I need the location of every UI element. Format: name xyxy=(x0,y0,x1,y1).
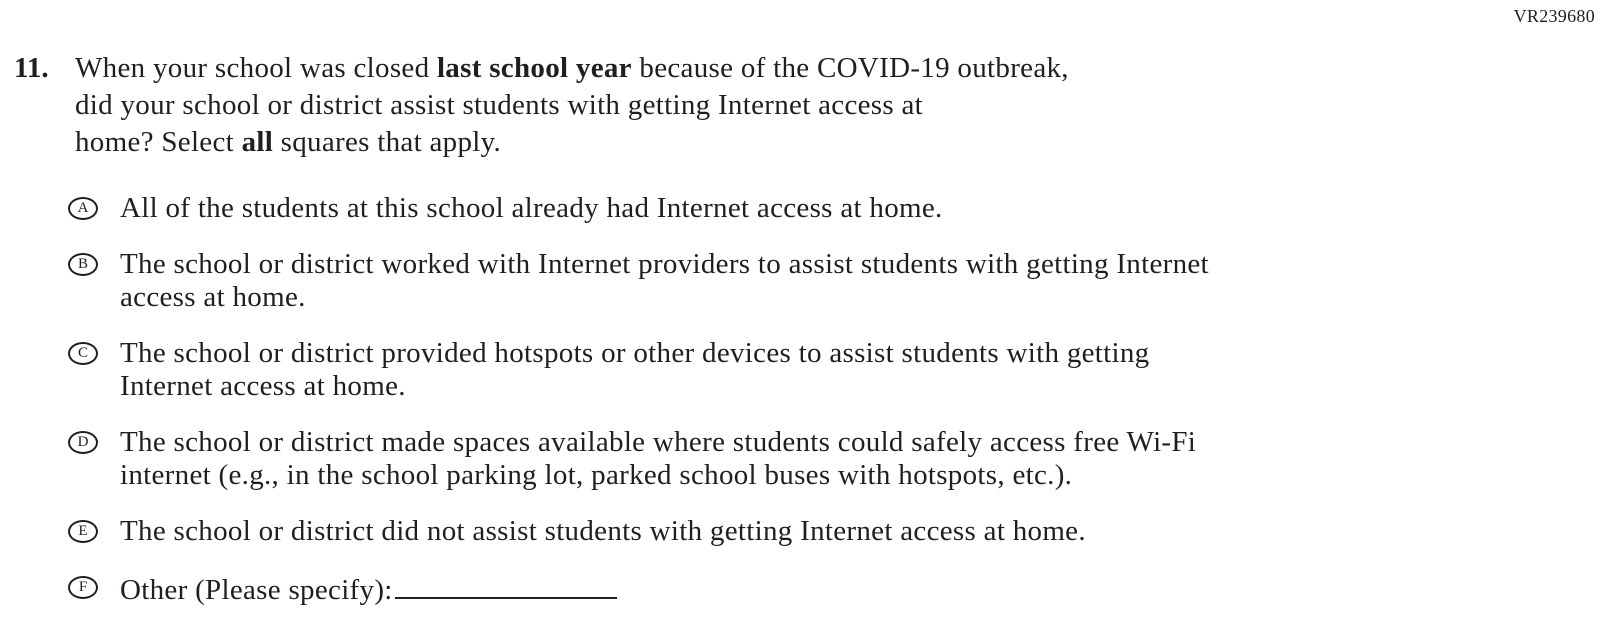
form-code: VR239680 xyxy=(1513,6,1595,26)
option-d-text: The school or district made spaces available where students could safely access free Wi-Fi internet (e.g., in the school parking lot, parked school buses with hotspots, etc.). xyxy=(120,426,1197,491)
option-b-letter: B xyxy=(77,256,88,272)
answer-options xyxy=(14,192,1209,630)
question-line-1: When your school was closed last school year because of the COVID-19 outbreak, xyxy=(75,52,1069,84)
option-b-text: The school or district worked with Internet providers to assist students with getting Internet access at home. xyxy=(120,248,1209,313)
option-c-letter: C xyxy=(77,345,88,361)
option-a-bubble[interactable] xyxy=(68,197,98,220)
option-a-letter: A xyxy=(77,200,89,216)
question-11 xyxy=(14,50,1069,161)
question-line-3: home? Select all squares that apply. xyxy=(75,126,502,158)
option-c-text: The school or district provided hotspots or other devices to assist students with getting Internet access at home. xyxy=(120,337,1150,402)
option-f-text: Other (Please specify): xyxy=(120,571,617,607)
option-f-letter: F xyxy=(78,579,88,595)
option-e-text: The school or district did not assist students with getting Internet access at home. xyxy=(120,515,1086,547)
option-d-row xyxy=(14,426,1209,492)
option-a-row xyxy=(14,192,1209,225)
option-a-text: All of the students at this school already had Internet access at home. xyxy=(120,192,943,224)
option-f-row xyxy=(14,571,1209,607)
option-b-row xyxy=(14,248,1209,314)
question-text xyxy=(75,50,1069,161)
option-e-row xyxy=(14,515,1209,548)
option-c-row xyxy=(14,337,1209,403)
option-b-bubble[interactable] xyxy=(68,253,98,276)
question-number: 11. xyxy=(14,52,49,84)
option-f-bubble[interactable] xyxy=(68,576,98,599)
option-e-letter: E xyxy=(78,523,88,539)
question-line-2: did your school or district assist students with getting Internet access at xyxy=(75,89,924,121)
option-e-bubble[interactable] xyxy=(68,520,98,543)
option-c-bubble[interactable] xyxy=(68,342,98,365)
other-specify-blank[interactable] xyxy=(395,571,617,599)
option-d-letter: D xyxy=(77,434,89,450)
option-d-bubble[interactable] xyxy=(68,431,98,454)
